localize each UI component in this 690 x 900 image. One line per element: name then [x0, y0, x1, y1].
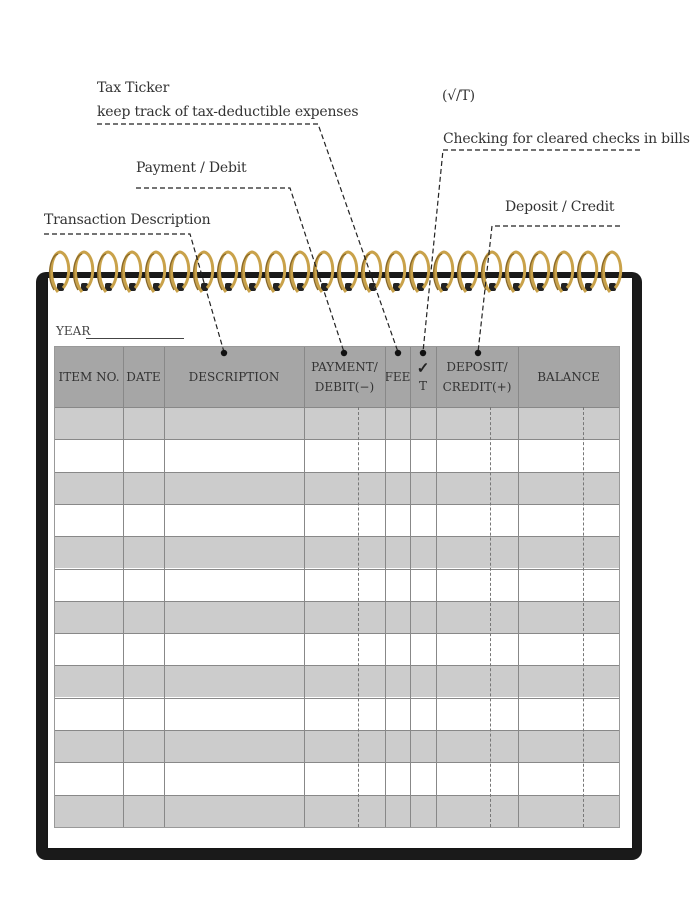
spiral-ring	[242, 252, 261, 292]
column-header-balance: BALANCE	[537, 370, 600, 384]
column-divider	[164, 347, 165, 827]
ledger-table	[54, 346, 620, 828]
ledger-row[interactable]	[55, 665, 619, 697]
ledger-row[interactable]	[55, 504, 619, 536]
spiral-ring	[194, 252, 213, 292]
year-field-line[interactable]	[86, 338, 184, 339]
column-header-fee: FEE	[384, 370, 411, 384]
spiral-ring	[338, 252, 357, 292]
cents-divider	[583, 407, 584, 827]
ledger-row[interactable]	[55, 536, 619, 568]
column-header-payment-debit: PAYMENT/ DEBIT(−)	[311, 360, 378, 394]
spiral-ring	[602, 252, 621, 292]
ledger-row[interactable]	[55, 569, 619, 601]
checking-note: Checking for cleared checks in bills	[443, 131, 690, 147]
spiral-ring	[506, 252, 525, 292]
spiral-ring	[74, 252, 93, 292]
check-mark-icon: ✓	[416, 359, 430, 377]
spiral-ring	[290, 252, 309, 292]
tax-ticker-title: Tax Ticker	[97, 80, 170, 96]
ledger-row[interactable]	[55, 439, 619, 471]
spiral-ring	[386, 252, 405, 292]
tax-ticker-description: keep track of tax-deductible expenses	[97, 104, 359, 120]
column-header-description: DESCRIPTION	[188, 370, 280, 384]
cents-divider	[490, 407, 491, 827]
ledger-row[interactable]	[55, 762, 619, 794]
deposit-credit-label: Deposit / Credit	[505, 199, 615, 215]
spiral-ring	[578, 252, 597, 292]
ledger-row[interactable]	[55, 407, 619, 439]
ledger-row[interactable]	[55, 730, 619, 762]
year-label: YEAR	[56, 324, 91, 338]
spiral-ring	[434, 252, 453, 292]
column-divider	[123, 347, 124, 827]
ledger-row[interactable]	[55, 698, 619, 730]
payment-debit-label: Payment / Debit	[136, 160, 247, 176]
column-divider	[410, 347, 411, 827]
spiral-ring	[170, 252, 189, 292]
spiral-ring	[218, 252, 237, 292]
column-header-item-no: ITEM NO.	[58, 370, 120, 384]
column-divider	[518, 347, 519, 827]
ledger-row[interactable]	[55, 472, 619, 504]
spiral-ring	[458, 252, 477, 292]
check-symbol-label: (√/T)	[442, 88, 475, 104]
column-divider	[385, 347, 386, 827]
column-divider	[304, 347, 305, 827]
spiral-ring	[98, 252, 117, 292]
ledger-row[interactable]	[55, 795, 619, 827]
spiral-ring	[410, 252, 429, 292]
spiral-ring	[266, 252, 285, 292]
column-header-check	[410, 347, 436, 407]
spiral-ring	[530, 252, 549, 292]
column-header-date: DATE	[126, 370, 161, 384]
spiral-ring	[122, 252, 141, 292]
ledger-row[interactable]	[55, 601, 619, 633]
spiral-ring	[146, 252, 165, 292]
spiral-ring	[482, 252, 501, 292]
spiral-ring	[50, 252, 69, 292]
transaction-description-label: Transaction Description	[44, 212, 211, 228]
cents-divider	[358, 407, 359, 827]
column-divider	[436, 347, 437, 827]
ledger-row[interactable]	[55, 633, 619, 665]
spiral-ring	[362, 252, 381, 292]
spiral-ring	[554, 252, 573, 292]
column-header-t: T	[418, 379, 427, 393]
column-header-deposit-credit: DEPOSIT/ CREDIT(+)	[442, 360, 512, 394]
spiral-ring	[314, 252, 333, 292]
